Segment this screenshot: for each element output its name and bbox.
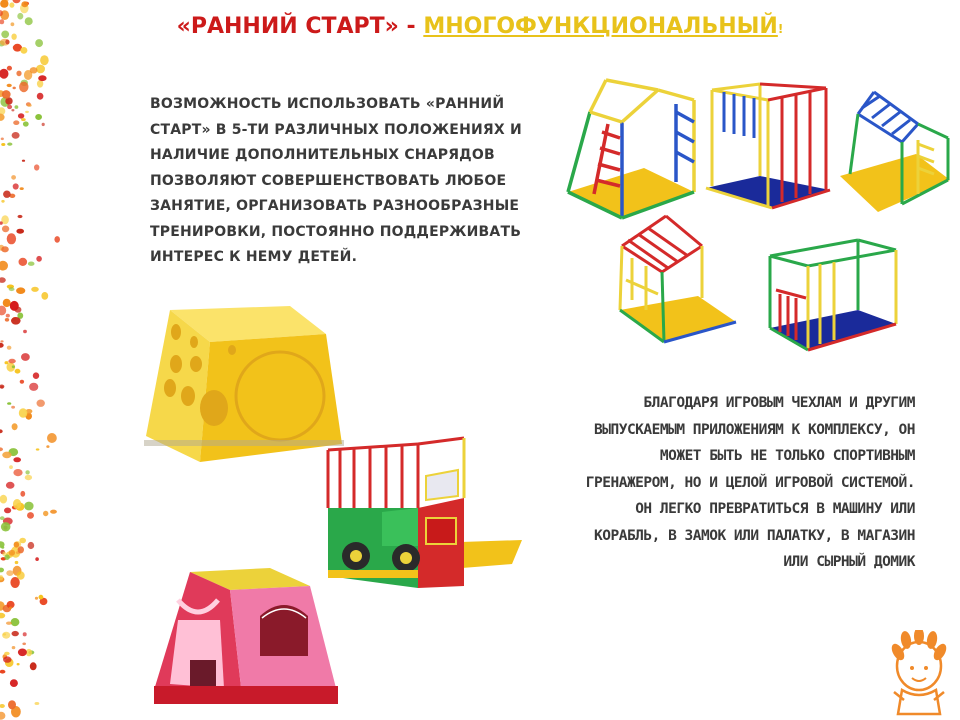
climbing-frame-icon [762,236,900,358]
confetti-dot [27,104,31,107]
confetti-dot [2,452,11,459]
confetti-dot [7,66,12,71]
paragraph-1-line: ЗАНЯТИЕ, ОРГАНИЗОВАТЬ РАЗНООБРАЗНЫЕ [150,198,520,214]
cheese-house-icon [140,300,348,464]
confetti-dot [38,75,46,81]
confetti-dot [2,632,10,639]
confetti-dot [12,646,16,649]
confetti-dot [19,258,28,266]
confetti-dot [12,365,15,368]
title-separator: - [398,14,424,39]
confetti-dot [34,164,39,170]
confetti-dot [19,408,28,417]
confetti-dot [15,561,19,564]
confetti-dot [7,346,12,350]
confetti-dot [17,663,20,665]
confetti-dot [7,233,16,244]
climbing-frame-icon [606,210,738,358]
confetti-dot [11,406,15,409]
climbing-frame-icon [702,82,832,222]
climbing-frame-icon [838,84,956,224]
confetti-dot [18,546,24,553]
confetti-dot [13,0,21,3]
confetti-dot [10,679,18,687]
confetti-dot [11,317,21,325]
confetti-dot [37,93,44,100]
confetti-dot [4,652,10,656]
confetti-dot [9,465,13,469]
confetti-dot [1,138,4,141]
paragraph-2 [470,390,915,576]
confetti-dot [16,71,21,77]
confetti-dot [22,643,26,646]
confetti-dot [0,343,4,348]
confetti-dot [25,470,29,474]
confetti-dot [12,423,18,430]
paragraph-2-line: ВЫПУСКАЕМЫМ ПРИЛОЖЕНИЯМ К КОМПЛЕКСУ, ОН [594,421,915,438]
confetti-dot [28,262,35,266]
confetti-dot [21,1,28,7]
confetti-dot [40,55,49,65]
confetti-dot [16,287,25,294]
confetti-dot [36,448,40,450]
confetti-dot [42,123,45,126]
confetti-dot [50,510,57,514]
confetti-dot [43,511,48,516]
confetti-dot [9,607,12,610]
confetti-dot [12,132,20,139]
confetti-dot [5,361,9,364]
confetti-dot [0,712,5,720]
paragraph-2-line: БЛАГОДАРЯ ИГРОВЫМ ЧЕХЛАМ И ДРУГИМ [643,395,915,411]
confetti-dot [35,39,43,47]
confetti-border [0,0,62,720]
confetti-dot [29,383,38,391]
confetti-dot [41,292,48,300]
paragraph-2-line: ИЛИ СЫРНЫЙ ДОМИК [783,554,915,570]
confetti-dot [31,287,39,292]
paragraph-1-line: ПОЗВОЛЯЮТ СОВЕРШЕНСТВОВАТЬ ЛЮБОЕ [150,172,507,189]
confetti-dot [13,183,19,189]
confetti-dot [6,314,10,318]
paragraph-1-line: НАЛИЧИЕ ДОПОЛНИТЕЛЬНЫХ СНАРЯДОВ [150,147,495,163]
confetti-dot [21,118,26,121]
confetti-dot [17,571,25,579]
title-part-2: МНОГОФУНКЦИОНАЛЬНЫЙ [423,14,778,39]
confetti-dot [27,512,34,519]
confetti-dot [2,226,9,233]
confetti-dot [3,191,11,198]
confetti-dot [21,353,30,361]
slide-title [0,14,960,39]
confetti-dot [0,261,8,271]
confetti-dot [25,111,29,113]
confetti-dot [6,482,15,489]
title-tail: ! [777,22,784,36]
confetti-dot [35,597,38,600]
confetti-dot [23,632,27,636]
confetti-dot [1,143,5,146]
confetti-dot [9,2,14,7]
confetti-dot [2,90,11,99]
confetti-dot [0,340,3,342]
tent-cover-icon [150,560,342,710]
paragraph-2-line: МОЖЕТ БЫТЬ НЕ ТОЛЬКО СПОРТИВНЫМ [659,448,915,464]
confetti-dot [14,542,20,548]
confetti-dot [15,369,21,374]
confetti-dot [0,495,7,504]
confetti-dot [12,631,19,636]
confetti-dot [24,502,33,511]
confetti-dot [0,277,6,283]
confetti-dot [9,550,15,556]
confetti-dot [37,80,43,88]
confetti-dot [35,557,39,561]
paragraph-1-line: ТРЕНИРОВКИ, ПОСТОЯННО ПОДДЕРЖИВАТЬ [150,223,522,240]
confetti-dot [7,105,12,109]
confetti-dot [23,121,29,126]
confetti-dot [46,445,49,448]
confetti-dot [35,114,42,120]
confetti-dot [9,287,15,291]
confetti-dot [0,568,4,573]
confetti-dot [0,447,3,451]
confetti-dot [20,380,24,384]
confetti-dot [30,662,37,670]
mascot-logo-icon [884,630,954,718]
paragraph-1-line: ИНТЕРЕС К НЕМУ ДЕТЕЙ. [150,249,358,265]
confetti-dot [1,522,11,531]
title-part-1: «РАННИЙ СТАРТ» [176,14,399,39]
confetti-dot [5,40,9,45]
confetti-dot [1,246,9,252]
confetti-dot [20,187,24,190]
confetti-dot [25,475,32,480]
confetti-dot [37,400,45,407]
confetti-dot [4,554,9,560]
confetti-dot [18,113,24,118]
confetti-dot [33,372,39,379]
confetti-dot [8,359,15,364]
confetti-dot [3,656,11,662]
confetti-dot [1,546,4,548]
confetti-dot [8,700,16,709]
confetti-dot [7,84,12,87]
confetti-dot [4,508,11,514]
confetti-dot [36,65,45,74]
confetti-dot [54,236,60,243]
confetti-dot [18,649,27,657]
confetti-dot [1,200,4,203]
confetti-dot [13,120,19,125]
confetti-dot [0,0,8,8]
climbing-frame-icon [562,72,702,222]
paragraph-1-line: СТАРТ» В 5-ТИ РАЗЛИЧНЫХ ПОЛОЖЕНИЯХ И [150,121,522,138]
confetti-dot [0,670,5,674]
confetti-dot [11,175,16,180]
confetti-dot [0,516,5,520]
confetti-dot [39,595,44,600]
confetti-dot [20,491,25,497]
paragraph-1-line: ВОЗМОЖНОСТЬ ИСПОЛЬЗОВАТЬ «РАННИЙ [150,96,505,112]
confetti-dot [0,306,6,316]
confetti-dot [13,457,21,462]
confetti-dot [13,87,16,90]
confetti-dot [13,469,22,476]
confetti-dot [5,318,9,322]
confetti-dot [47,433,57,443]
confetti-dot [7,143,12,146]
confetti-dot [23,330,27,333]
confetti-dot [30,67,38,73]
confetti-dot [20,47,27,54]
paragraph-2-line: ГРЕНАЖЕРОМ, НО И ЦЕЛОЙ ИГРОВОЙ СИСТЕМОЙ. [585,474,915,491]
confetti-dot [18,215,23,218]
confetti-dot [0,429,3,433]
confetti-dot [3,299,11,307]
confetti-dot [0,114,5,121]
confetti-dot [6,622,12,625]
paragraph-1 [150,92,560,271]
confetti-dot [0,386,3,389]
confetti-dot [16,229,24,234]
confetti-dot [11,618,20,626]
confetti-dot [0,69,9,79]
confetti-dot [10,301,19,311]
confetti-dot [15,105,19,109]
confetti-dot [0,613,5,619]
confetti-dot [19,82,28,93]
confetti-dot [13,499,21,509]
confetti-dot [6,570,13,576]
confetti-dot [36,256,42,262]
paragraph-2-line: КОРАБЛЬ, В ЗАМОК ИЛИ ПАЛАТКУ, В МАГАЗИН [594,527,915,544]
confetti-dot [22,160,25,162]
confetti-dot [28,542,35,549]
confetti-dot [0,704,5,708]
confetti-dot [7,402,11,405]
confetti-dot [35,702,40,705]
confetti-dot [11,109,14,111]
paragraph-2-line: ОН ЛЕГКО ПРЕВРАТИТЬСЯ В МАШИНУ ИЛИ [635,501,915,517]
